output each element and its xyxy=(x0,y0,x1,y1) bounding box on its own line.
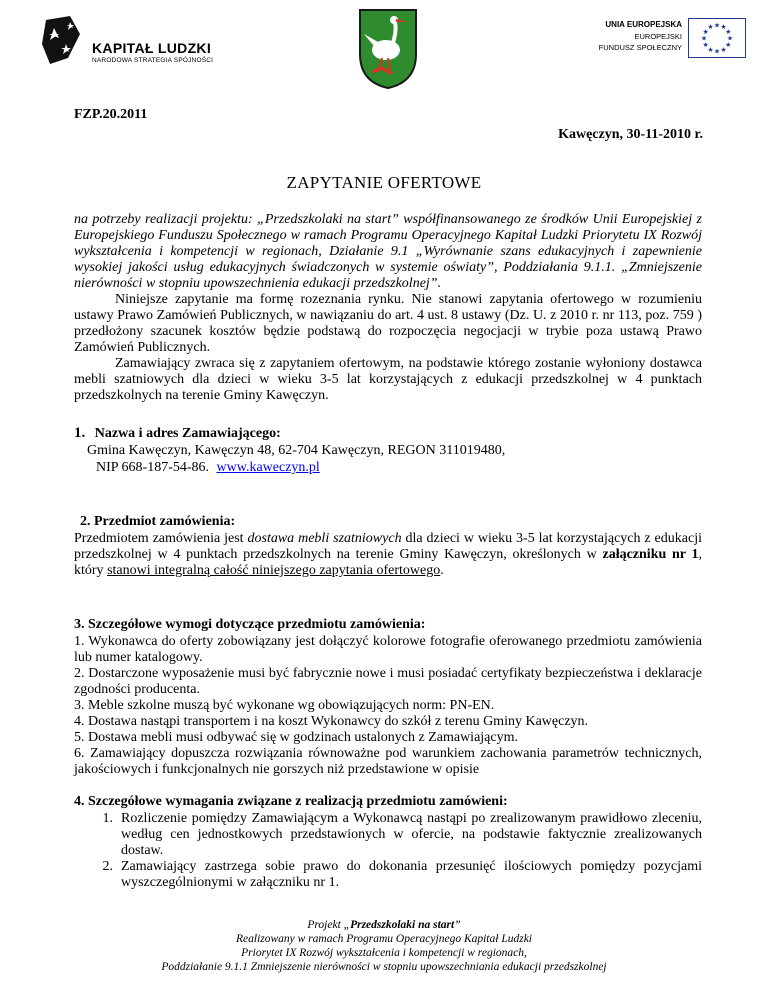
footer-project-name: Przedszkolaki na start xyxy=(350,919,455,931)
section-2-text-e: , który xyxy=(74,547,702,578)
section-2 xyxy=(74,514,702,579)
section-2-text-c: dla dzieci w wieku 3-5 lat korzystających z edukacji przedszkolnej w 4 punktach przedszkolnych na terenie Gminy Kawęczyn, określonych w xyxy=(74,531,702,562)
body-intro xyxy=(74,212,702,404)
footer-project-line xyxy=(0,918,768,932)
eu-star-icon: ★ xyxy=(725,41,732,49)
eu-logo xyxy=(578,18,748,66)
section-3-item: 6. Zamawiający dopuszcza rozwiązania równoważne pod warunkiem zachowania parametrów technicznych, jakościowych i funkcjonalnych nie gorszych niż przedstawione w opisie xyxy=(74,746,702,777)
eu-star-icon: ★ xyxy=(713,21,721,30)
intro-paragraph: na potrzeby realizacji projektu: „Przedszkolaki na start” współfinansowanego ze środków Unii Europejskiej z Europejskiego Funduszu Społecznego w ramach Programu Operacyjnego Kapitał Ludzki Priorytetu IX Rozwój wykształcenia i kompetencji w regionach, Działanie 9.1 „Wyrównanie szans edukacyjnych i zapewnienie wysokiej jakości usług edukacyjnych świadczonych w systemie oświaty”, Poddziałania 9.1.1. „Zmniejszenie nierówności w stopniu upowszechnienia edukacji przedszkolnej”. xyxy=(74,212,702,291)
nip-number: NIP 668-187-54-86. xyxy=(96,460,210,475)
section-1-number: 1. xyxy=(74,425,86,441)
document-title: ZAPYTANIE OFERTOWE xyxy=(286,173,482,192)
section-4-item-text: Zamawiający zastrzega sobie prawo do dokonania przesunięć ilościowych pomiędzy pozycjami wyszczególnionymi w załączniku nr 1. xyxy=(121,859,702,890)
section-1-address: Gmina Kawęczyn, Kawęczyn 48, 62-704 Kawęczyn, REGON 311019480, xyxy=(87,443,506,458)
section-2-text-g: . xyxy=(440,563,444,578)
kapital-ludzki-subtitle: NARODOWA STRATEGIA SPÓJNOŚCI xyxy=(92,57,214,64)
eu-logo-line2: EUROPEJSKI xyxy=(634,32,682,41)
website-link[interactable]: www.kaweczyn.pl xyxy=(216,460,320,475)
section-1-heading xyxy=(74,425,702,442)
section-3-heading: 3. Szczegółowe wymogi dotyczące przedmiotu zamówienia: xyxy=(74,617,426,632)
section-2-heading: 2. Przedmiot zamówienia: xyxy=(80,514,236,529)
kapital-ludzki-title: KAPITAŁ LUDZKI xyxy=(92,40,212,56)
kapital-ludzki-logo xyxy=(40,14,230,70)
eu-star-icon: ★ xyxy=(713,47,721,56)
section-3-item: 1. Wykonawca do oferty zobowiązany jest dołączyć kolorowe fotografie oferowanego przedmiotu zamówienia lub numer katalogowy. xyxy=(74,634,702,665)
footer-project-suffix: ” xyxy=(454,919,461,931)
section-2-text-f: stanowi integralną całość niniejszego zapytania ofertowego xyxy=(107,563,441,578)
reference-number: FZP.20.2011 xyxy=(74,107,148,122)
eu-star-icon: ★ xyxy=(707,23,714,32)
section-2-text-a: Przedmiotem zamówienia jest xyxy=(74,531,248,546)
section-3-item: 4. Dostawa nastąpi transportem i na koszt Wykonawcy do szkół z terenu Gminy Kawęczyn. xyxy=(74,714,589,729)
eu-logo-line3: FUNDUSZ SPOŁECZNY xyxy=(598,43,682,52)
section-4 xyxy=(74,794,702,891)
section-4-item-text: Rozliczenie pomiędzy Zamawiającym a Wykonawcą nastąpi po zrealizowanym prawidłowo zleceniu, według cen jednostkowych przedstawionych w ofercie, na podstawie faktycznie zrealizowanych dostaw. xyxy=(121,811,702,858)
eu-star-icon: ★ xyxy=(725,28,732,36)
section-4-heading: 4. Szczegółowe wymagania związane z realizacją przedmiotu zamówieni: xyxy=(74,794,508,809)
section-3 xyxy=(74,617,702,778)
eu-logo-line1: UNIA EUROPEJSKA xyxy=(605,20,682,29)
section-4-item-number: 2. xyxy=(102,859,113,874)
eu-star-icon: ★ xyxy=(702,28,709,36)
eu-star-icon: ★ xyxy=(700,34,708,43)
footer xyxy=(0,918,768,974)
stork-coat-of-arms-icon xyxy=(356,6,420,90)
eu-star-icon: ★ xyxy=(702,41,709,49)
eu-star-icon: ★ xyxy=(707,45,714,54)
section-1 xyxy=(74,425,702,476)
kapital-ludzki-emblem-icon xyxy=(40,14,92,70)
eu-star-icon: ★ xyxy=(720,23,727,32)
section-3-item: 2. Dostarczone wyposażenie musi być fabrycznie nowe i musi posiadać certyfikaty bezpieczeństwa i deklaracje zgodności producenta. xyxy=(74,666,702,697)
footer-line-3: Priorytet IX Rozwój wykształcenia i kompetencji w regionach, xyxy=(241,947,527,959)
section-4-item xyxy=(74,859,702,891)
eu-flag-icon xyxy=(688,18,746,58)
section-2-text-b: dostawa mebli szatniowych xyxy=(247,531,402,546)
paragraph-1: Niniejsze zapytanie ma formę rozeznania rynku. Nie stanowi zapytania ofertowego w rozumieniu ustawy Prawo Zamówień Publicznych, w nawiązaniu do art. 4 ust. 8 ustawy (Dz. U. z 2010 r. nr 113, poz. 759 ) przedłożony szacunek kosztów będzie podstawą do rozpoczęcia negocjacji w trybie poza ustawą Prawo Zamówień Publicznych. xyxy=(74,292,702,355)
eu-star-icon: ★ xyxy=(726,34,734,43)
section-3-item: 3. Meble szkolne muszą być wykonane wg obowiązujących norm: PN-EN. xyxy=(74,698,495,713)
eu-star-icon: ★ xyxy=(720,45,727,54)
section-2-body xyxy=(74,531,702,579)
section-1-nip-line xyxy=(96,460,702,476)
paragraph-2: Zamawiający zwraca się z zapytaniem ofertowym, na podstawie którego zostanie wyłoniony dostawca mebli szatniowych dla dzieci w wieku 3-5 lat korzystających z edukacji przedszkolnej w 4 punktach przedszkolnych na terenie Gminy Kawęczyn. xyxy=(74,356,702,403)
section-2-text-d: załączniku nr 1 xyxy=(602,547,699,562)
coat-of-arms xyxy=(356,6,420,90)
place-date: Kawęczyn, 30-11-2010 r. xyxy=(558,127,703,142)
section-1-title: Nazwa i adres Zamawiającego: xyxy=(94,426,281,441)
footer-line-2: Realizowany w ramach Programu Operacyjnego Kapitał Ludzki xyxy=(236,933,532,945)
section-4-item xyxy=(74,811,702,859)
footer-project-prefix: Projekt „ xyxy=(307,919,351,931)
footer-line-4: Poddziałanie 9.1.1 Zmniejszenie nierówności w stopniu upowszechniania edukacji przedszkolnej xyxy=(161,961,607,973)
section-4-item-number: 1. xyxy=(102,811,113,826)
section-3-item: 5. Dostawa mebli musi odbywać się w godzinach ustalonych z Zamawiającym. xyxy=(74,730,518,745)
